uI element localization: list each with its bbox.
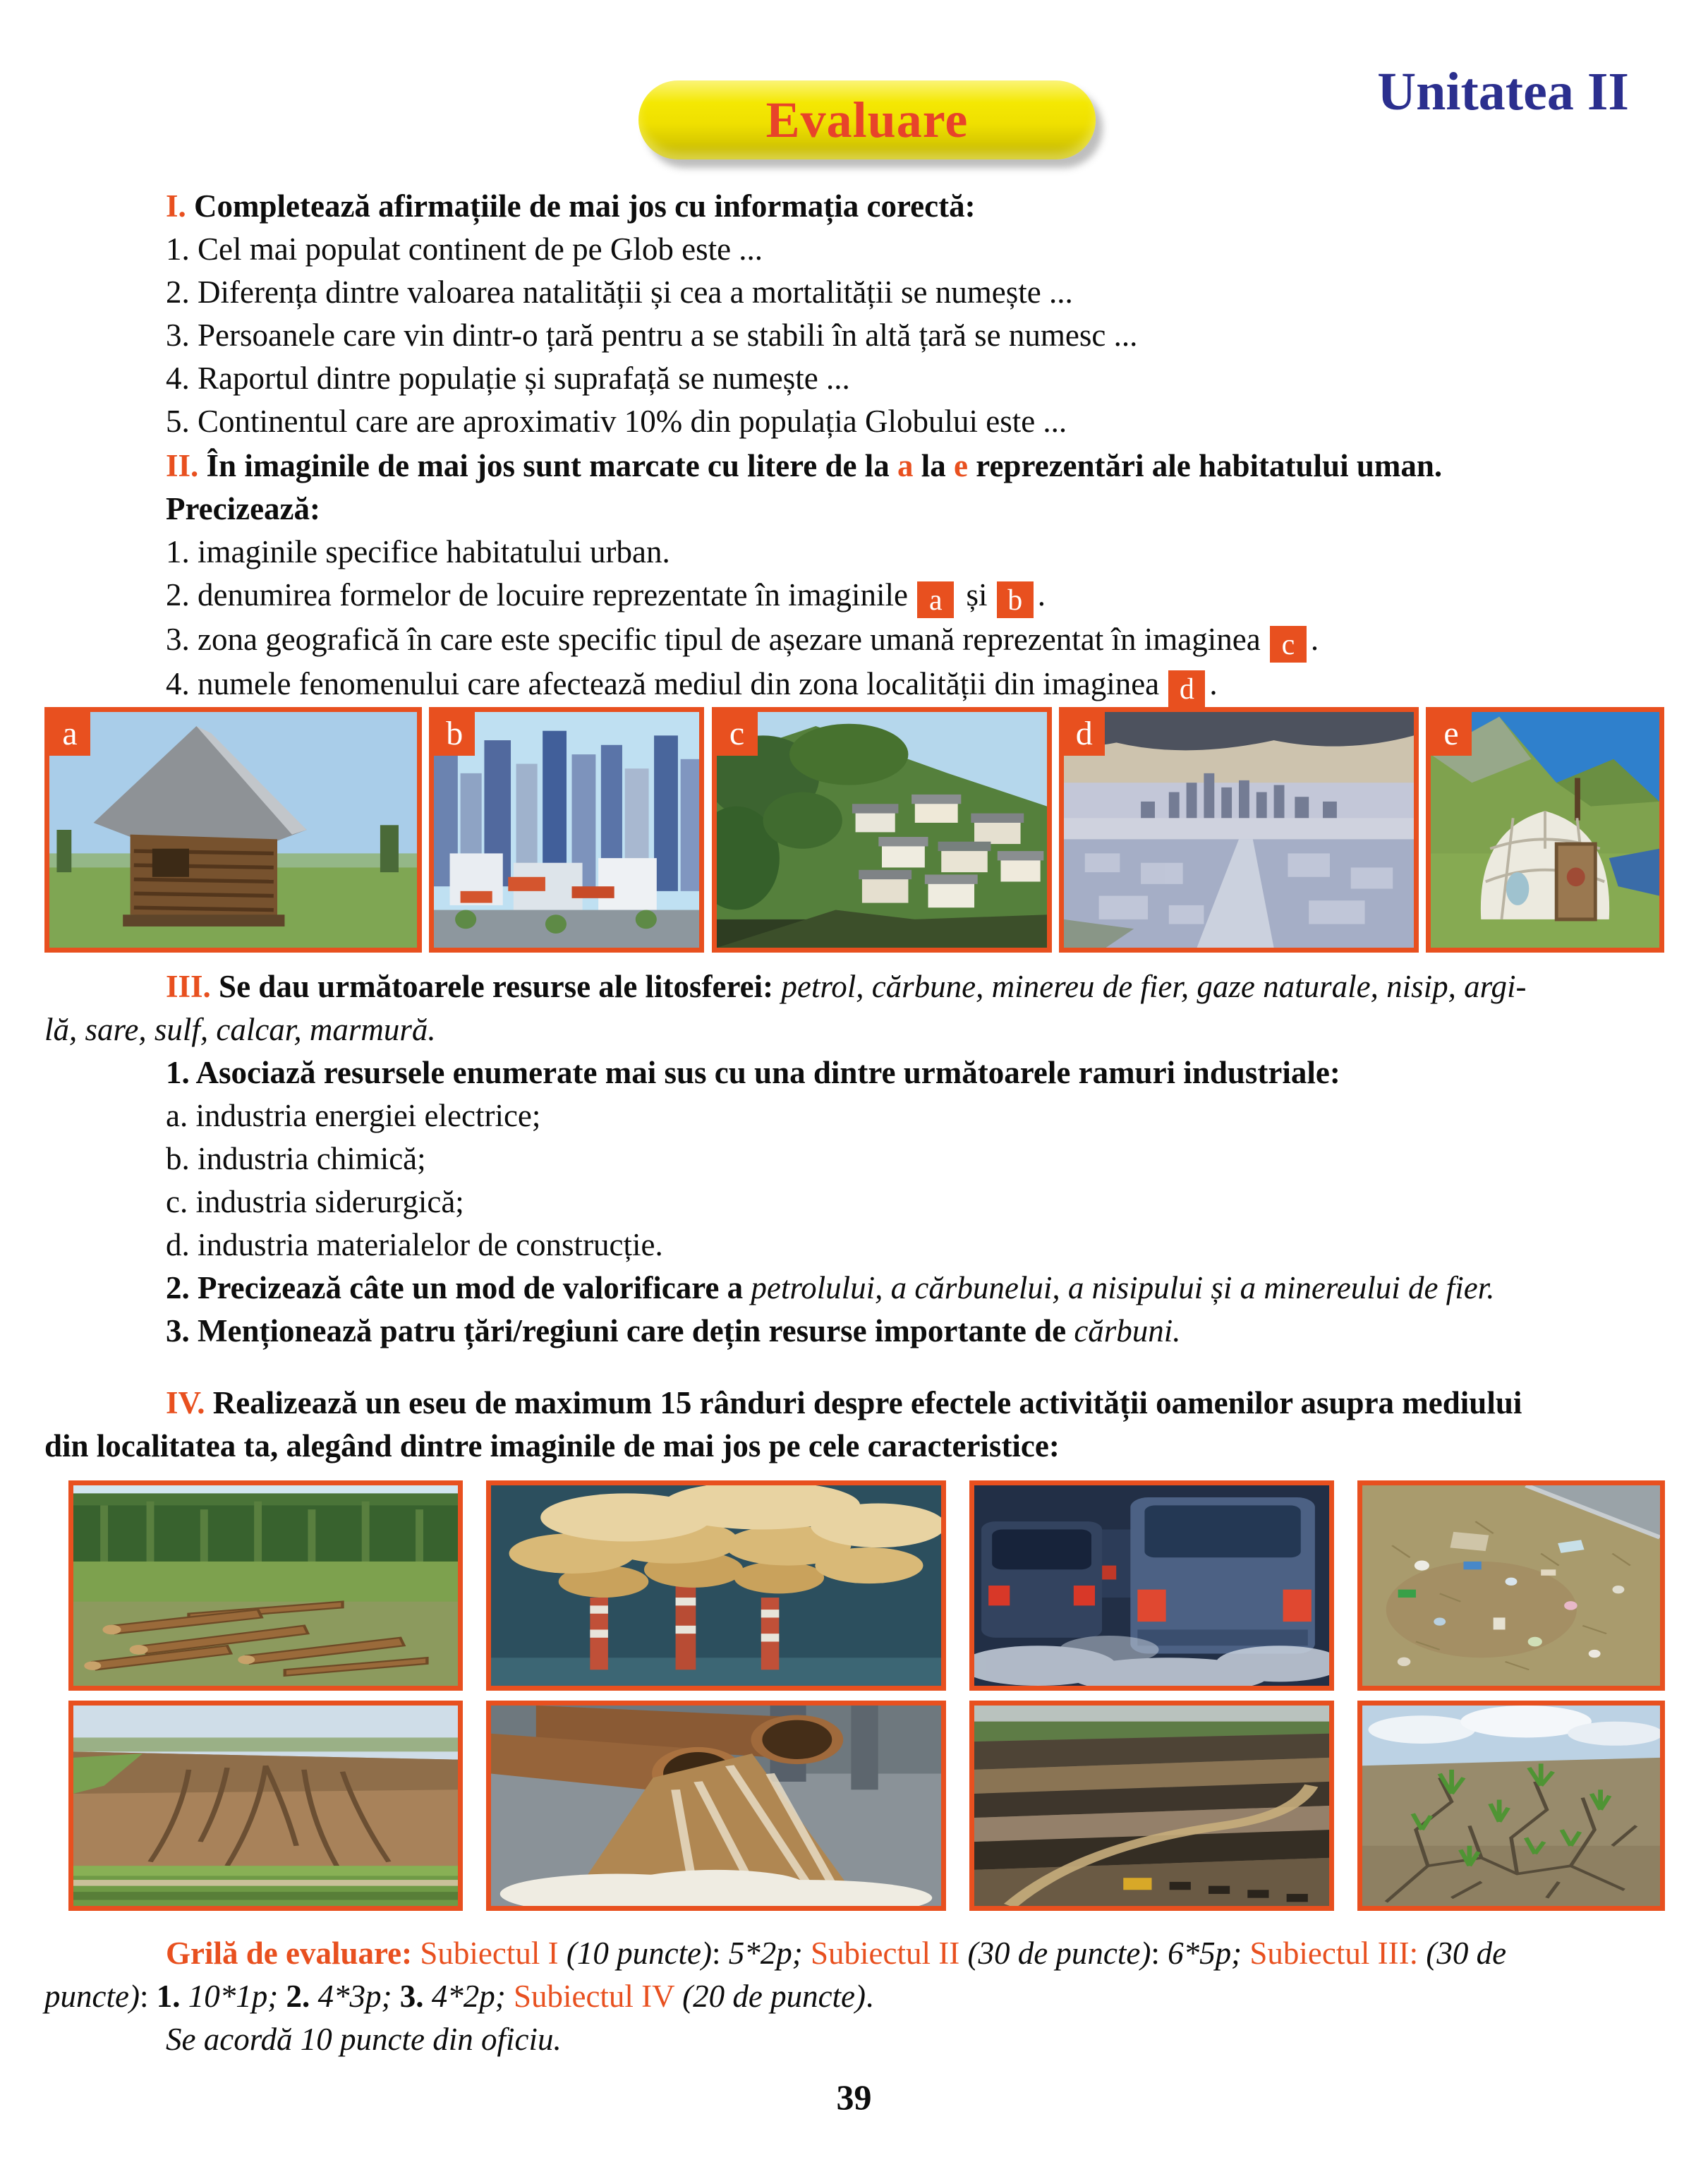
list-item: c. industria siderurgică; bbox=[166, 1184, 464, 1219]
habitat-image-a bbox=[44, 707, 422, 953]
wastewater-pipes-photo-graphic bbox=[491, 1706, 941, 1906]
log-house-photo-graphic bbox=[49, 712, 417, 948]
deforestation-photo-graphic bbox=[73, 1485, 458, 1686]
grading-line: Se acordă 10 puncte din oficiu. bbox=[166, 2022, 562, 2057]
impact-image-mine bbox=[969, 1701, 1334, 1911]
image-letter-badge: e bbox=[1431, 712, 1472, 756]
list-item: 1. Cel mai populat continent de pe Glob este ... bbox=[166, 231, 763, 267]
list-item: 3. zona geografică în care este specific tipul de așezare umană reprezentat în imaginea c . bbox=[166, 622, 1319, 661]
impact-image-traffic bbox=[969, 1480, 1334, 1691]
grading-line: Grilă de evaluare: Subiectul I (10 puncte): 5*2p; Subiectul II (30 de puncte): 6*5p; Subiectul III: (30 de bbox=[166, 1936, 1507, 1971]
section-4-heading-continued: din localitatea ta, alegând dintre imaginile de mai jos pe cele caracteristice: bbox=[44, 1428, 1060, 1463]
impact-image-smokestacks bbox=[486, 1480, 946, 1691]
habitat-image-c bbox=[712, 707, 1052, 953]
image-letter-badge: b bbox=[434, 712, 475, 756]
list-item: 1. Asociază resursele enumerate mai sus cu una dintre următoarele ramuri industriale: bbox=[166, 1055, 1340, 1090]
habitat-image-e bbox=[1426, 707, 1664, 953]
impact-image-wastewater bbox=[486, 1701, 946, 1911]
list-item: b. industria chimică; bbox=[166, 1141, 426, 1176]
impact-image-deforestation bbox=[68, 1480, 463, 1691]
unit-label: Unitatea II bbox=[1377, 62, 1629, 121]
impact-image-litter bbox=[1357, 1480, 1665, 1691]
section-1-heading: I. Completează afirmațiile de mai jos cu informația corectă: bbox=[166, 188, 976, 224]
habitat-image-b bbox=[429, 707, 704, 953]
habitat-image-strip bbox=[44, 707, 1664, 953]
impact-grid-row-2 bbox=[68, 1701, 1665, 1911]
section-2-subheading: Precizează: bbox=[166, 491, 321, 526]
impact-image-drought bbox=[1357, 1701, 1665, 1911]
list-item: d. industria materialelor de construcție. bbox=[166, 1227, 663, 1262]
list-item: a. industria energiei electrice; bbox=[166, 1098, 541, 1133]
section-3 bbox=[44, 965, 1695, 1353]
drought-soil-photo-graphic bbox=[1362, 1706, 1660, 1906]
soil-erosion-photo-graphic bbox=[73, 1706, 458, 1906]
list-item: 3. Menționează patru țări/regiuni care dețin resurse importante de cărbuni. bbox=[166, 1313, 1181, 1348]
litter-photo-graphic bbox=[1362, 1485, 1660, 1686]
list-item: 2. Diferența dintre valoarea natalității și cea a mortalității se numește ... bbox=[166, 274, 1073, 310]
section-2-heading: II. În imaginile de mai jos sunt marcate cu litere de la a la e reprezentări ale habitatului uman. bbox=[166, 448, 1443, 483]
list-item: 2. Precizează câte un mod de valorificare a petrolului, a cărbunelui, a nisipului și a minereului de fier. bbox=[166, 1270, 1495, 1305]
image-letter-badge: d bbox=[1064, 712, 1105, 756]
smokestacks-photo-graphic bbox=[491, 1485, 941, 1686]
image-letter-badge: c bbox=[717, 712, 758, 756]
habitat-image-d bbox=[1059, 707, 1419, 953]
section-4-heading: IV. Realizează un eseu de maximum 15 rânduri despre efectele activității oamenilor asupra mediului bbox=[166, 1385, 1522, 1420]
city-smog-photo-graphic bbox=[1064, 712, 1414, 948]
list-item: 4. Raportul dintre populație și suprafață se numește ... bbox=[166, 361, 850, 396]
hillside-village-photo-graphic bbox=[717, 712, 1047, 948]
grading-line: puncte): 1. 10*1p; 2. 4*3p; 3. 4*2p; Subiectul IV (20 de puncte). bbox=[44, 1979, 874, 2014]
impact-image-grid bbox=[68, 1480, 1665, 1921]
list-item: 2. denumirea formelor de locuire reprezentate în imaginile a și b . bbox=[166, 577, 1046, 617]
grading-scale bbox=[44, 1932, 1695, 2061]
section-1 bbox=[44, 185, 1695, 443]
impact-image-erosion bbox=[68, 1701, 463, 1911]
list-item: 1. imaginile specifice habitatului urban. bbox=[166, 534, 670, 569]
open-pit-mine-photo-graphic bbox=[974, 1706, 1329, 1906]
list-item: 5. Continentul care are aproximativ 10% din populația Globului este ... bbox=[166, 404, 1067, 439]
section-2 bbox=[44, 445, 1695, 707]
page-number: 39 bbox=[836, 2077, 872, 2117]
impact-grid-row-1 bbox=[68, 1480, 1665, 1691]
traffic-exhaust-photo-graphic bbox=[974, 1485, 1329, 1686]
list-item: 3. Persoanele care vin dintr-o țară pentru a se stabili în altă țară se numesc ... bbox=[166, 318, 1138, 353]
list-item: 4. numele fenomenului care afectează mediul din zona localității din imaginea d . bbox=[166, 666, 1218, 706]
section-4 bbox=[44, 1382, 1695, 1468]
section-3-heading-continued: lă, sare, sulf, calcar, marmură. bbox=[44, 1012, 436, 1047]
image-letter-badge: a bbox=[49, 712, 90, 756]
evaluare-pill-banner bbox=[638, 80, 1096, 159]
page-title: Evaluare bbox=[765, 91, 969, 148]
section-3-heading: III. Se dau următoarele resurse ale litosferei: petrol, cărbune, minereu de fier, gaze naturale, nisip, argi- bbox=[166, 969, 1527, 1004]
